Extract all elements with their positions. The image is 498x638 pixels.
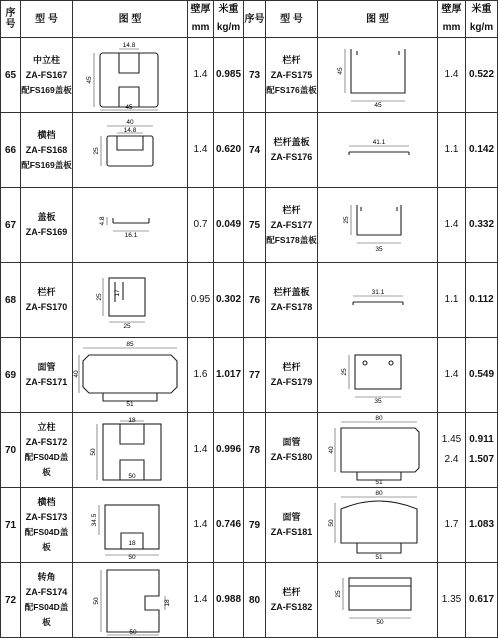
weight-per-meter-cell <box>466 38 498 113</box>
dimension-label: 18 <box>128 540 136 547</box>
dimension-label: 25 <box>123 323 131 330</box>
weight-per-meter-cell <box>466 413 498 488</box>
profile-code: ZA-FS172 <box>25 437 68 447</box>
profile-name: 盖板 <box>37 212 56 222</box>
weight-per-meter-value: 0.522 <box>468 69 495 80</box>
dimension-label: 18 <box>164 599 171 607</box>
table-row <box>1 488 498 563</box>
profile-code: ZA-FS181 <box>270 527 313 537</box>
model-cell <box>266 413 318 488</box>
figure-cell <box>73 188 188 263</box>
weight-per-meter-value: 0.996 <box>215 444 242 455</box>
weight-per-meter-cell <box>466 263 498 338</box>
weight-per-meter-cell <box>214 113 244 188</box>
seq-number: 66 <box>1 113 21 188</box>
profile-drawing <box>321 114 435 186</box>
model-cell <box>21 263 73 338</box>
wall-thickness-value: 1.6 <box>193 369 208 380</box>
seq-number: 79 <box>244 488 266 563</box>
dimension-label: 51 <box>374 479 383 486</box>
wall-thickness-value: 1.1 <box>444 294 459 305</box>
weight-per-meter-value: 0.911 <box>469 434 494 445</box>
seq-number: 70 <box>1 413 21 488</box>
model-cell <box>266 488 318 563</box>
dimension-label: 51 <box>374 554 383 561</box>
wall-thickness-cell <box>188 563 214 638</box>
profile-code: ZA-FS178 <box>270 302 313 312</box>
weight-per-meter-value: 0.049 <box>215 219 242 230</box>
profile-name: 横档 <box>37 497 56 507</box>
profile-drawing <box>75 564 185 636</box>
cover-note: 配FS169盖板 <box>21 159 72 170</box>
figure-cell <box>318 113 438 188</box>
weight-per-meter-value: 1.083 <box>468 519 495 530</box>
dimension-label: 45 <box>125 104 133 111</box>
profile-drawing <box>75 489 185 561</box>
weight-per-meter-cell <box>214 488 244 563</box>
figure-cell <box>318 338 438 413</box>
cover-note: 配FS176盖板 <box>266 84 317 95</box>
wall-thickness-value: 1.4 <box>193 69 208 80</box>
dimension-label: 16.1 <box>124 232 138 239</box>
profile-drawing <box>75 114 185 186</box>
weight-per-meter-cell <box>214 188 244 263</box>
wall-thickness-cell <box>438 263 466 338</box>
model-cell <box>266 113 318 188</box>
wall-thickness-cell <box>438 113 466 188</box>
weight-per-meter-cell <box>466 563 498 638</box>
dimension-label: 85 <box>126 341 134 348</box>
dimension-label: 80 <box>374 415 383 422</box>
wall-thickness-value: 1.4 <box>444 219 459 230</box>
wall-thickness-value: 1.4 <box>193 444 208 455</box>
weight-per-meter-value: 0.142 <box>468 144 495 155</box>
seq-number: 78 <box>244 413 266 488</box>
weight-per-meter-cell <box>214 413 244 488</box>
header-seq: 序号 <box>244 1 266 38</box>
model-cell <box>266 338 318 413</box>
profile-drawing <box>75 264 185 336</box>
model-cell <box>21 113 73 188</box>
dimension-label: 50 <box>375 619 384 626</box>
weight-per-meter-value: 0.332 <box>468 219 495 230</box>
seq-number: 68 <box>1 263 21 338</box>
figure-cell <box>318 488 438 563</box>
wall-thickness-cell <box>188 188 214 263</box>
profile-code: ZA-FS169 <box>25 227 68 237</box>
wall-thickness-value: 0.95 <box>190 294 211 305</box>
wall-thickness-value: 1.4 <box>193 519 208 530</box>
model-cell <box>21 188 73 263</box>
dimension-label: 25 <box>334 590 342 598</box>
model-cell <box>266 188 318 263</box>
dimension-label: 51 <box>126 401 134 408</box>
weight-per-meter-value: 0.988 <box>215 594 242 605</box>
profile-name: 栏杆 <box>282 54 301 65</box>
wall-thickness-cell <box>438 38 466 113</box>
figure-cell <box>73 413 188 488</box>
profile-drawing <box>75 189 185 261</box>
model-cell <box>21 338 73 413</box>
table-row <box>1 338 498 413</box>
profile-drawing <box>321 339 435 411</box>
dimension-label: 50 <box>128 473 136 480</box>
model-cell <box>266 263 318 338</box>
dimension-label: 41.1 <box>372 139 385 146</box>
profile-code: ZA-FS170 <box>25 302 68 312</box>
profile-name: 转角 <box>37 572 56 582</box>
weight-per-meter-cell <box>214 263 244 338</box>
dimension-label: 14.8 <box>122 42 136 49</box>
figure-cell <box>73 488 188 563</box>
figure-cell <box>73 563 188 638</box>
wall-thickness-value: 0.7 <box>193 219 208 230</box>
table-row <box>1 113 498 188</box>
profile-name: 面管 <box>282 512 301 522</box>
table-row <box>1 263 498 338</box>
profile-code: ZA-FS182 <box>270 602 313 612</box>
profile-drawing <box>321 414 435 486</box>
wall-thickness-cell <box>188 338 214 413</box>
dimension-label: 45 <box>86 76 93 84</box>
profile-code: ZA-FS175 <box>270 69 313 80</box>
wall-thickness-cell <box>438 563 466 638</box>
dimension-label: 50 <box>327 519 335 527</box>
dimension-label: 17 <box>114 289 121 297</box>
seq-number: 77 <box>244 338 266 413</box>
model-cell <box>21 563 73 638</box>
seq-number: 76 <box>244 263 266 338</box>
wall-thickness-value: 1.1 <box>444 144 459 155</box>
weight-per-meter-value: 0.302 <box>215 294 242 305</box>
dimension-label: 45 <box>373 102 382 109</box>
profile-code: ZA-FS174 <box>25 587 68 597</box>
dimension-label: 14.8 <box>123 127 137 134</box>
dimension-label: 50 <box>128 554 136 561</box>
profile-name: 栏杆 <box>282 587 301 597</box>
table-row <box>1 413 498 488</box>
model-cell <box>21 38 73 113</box>
weight-per-meter-cell <box>466 188 498 263</box>
cover-note: 配FS04D盖板 <box>24 452 69 477</box>
profile-drawing <box>75 339 185 411</box>
model-cell <box>266 38 318 113</box>
cover-note: 配FS04D盖板 <box>24 527 69 552</box>
figure-cell <box>318 188 438 263</box>
profile-name: 栏杆盖板 <box>273 287 310 297</box>
cover-note: 配FS178盖板 <box>266 234 317 245</box>
weight-per-meter-value: 0.985 <box>215 69 242 80</box>
profile-drawing <box>75 39 185 111</box>
figure-cell <box>73 263 188 338</box>
dimension-label: 50 <box>129 629 137 636</box>
model-cell <box>266 563 318 638</box>
weight-per-meter-cell <box>214 563 244 638</box>
dimension-label: 40 <box>327 446 335 454</box>
seq-number: 71 <box>1 488 21 563</box>
dimension-label: 40 <box>73 370 80 378</box>
dimension-label: 45 <box>336 67 344 75</box>
weight-per-meter-cell <box>214 38 244 113</box>
weight-per-meter-value: 1.507 <box>468 454 495 465</box>
seq-number: 72 <box>1 563 21 638</box>
dimension-label: 31.1 <box>371 289 384 296</box>
weight-per-meter-value: 0.617 <box>468 594 495 605</box>
profile-name: 面管 <box>282 437 301 447</box>
dimension-label: 25 <box>96 293 103 301</box>
seq-number: 69 <box>1 338 21 413</box>
dimension-label: 34.5 <box>91 513 98 527</box>
weight-per-meter-cell <box>466 113 498 188</box>
dimension-label: 50 <box>93 597 100 605</box>
wall-thickness-cell <box>188 413 214 488</box>
weight-per-meter-value: 0.112 <box>469 294 494 305</box>
profile-name: 立柱 <box>37 422 56 432</box>
profile-name: 栏杆盖板 <box>273 137 310 147</box>
header-model: 型 号 <box>266 1 318 38</box>
wall-thickness-value: 2.4 <box>444 454 459 465</box>
dimension-label: 25 <box>340 368 348 376</box>
seq-number: 65 <box>1 38 21 113</box>
wall-thickness-cell <box>188 38 214 113</box>
wall-thickness-cell <box>438 338 466 413</box>
profile-name: 中立柱 <box>32 54 60 65</box>
seq-number: 74 <box>244 113 266 188</box>
profile-code: ZA-FS180 <box>270 452 313 462</box>
weight-per-meter-cell <box>466 338 498 413</box>
weight-per-meter-value: 0.549 <box>468 369 495 380</box>
profile-drawing <box>321 264 435 336</box>
weight-per-meter-value: 0.620 <box>215 144 242 155</box>
weight-per-meter-cell <box>214 338 244 413</box>
dimension-label: 35 <box>374 246 383 253</box>
dimension-label: 35 <box>373 398 382 405</box>
wall-thickness-cell <box>438 188 466 263</box>
profile-drawing <box>321 189 435 261</box>
profile-code: ZA-FS171 <box>25 377 68 387</box>
table-row <box>1 563 498 638</box>
cover-note: 配FS04D盖板 <box>24 602 69 627</box>
header-figure: 图 型 <box>318 1 438 38</box>
header-seq: 序号 <box>1 1 21 38</box>
figure-cell <box>73 113 188 188</box>
profile-drawing <box>321 489 435 561</box>
seq-number: 73 <box>244 38 266 113</box>
wall-thickness-value: 1.4 <box>444 69 459 80</box>
model-cell <box>21 488 73 563</box>
weight-per-meter-value: 0.746 <box>215 519 242 530</box>
dimension-label: 80 <box>374 490 383 497</box>
header-row <box>1 1 498 38</box>
profile-name: 栏杆 <box>282 362 301 372</box>
figure-cell <box>318 413 438 488</box>
wall-thickness-cell <box>188 488 214 563</box>
profile-drawing <box>321 39 435 111</box>
profile-code: ZA-FS167 <box>25 69 68 80</box>
profile-name: 横档 <box>37 129 56 140</box>
dimension-label: 25 <box>93 147 100 155</box>
wall-thickness-cell <box>188 263 214 338</box>
table-row <box>1 38 498 113</box>
seq-number: 75 <box>244 188 266 263</box>
profile-name: 栏杆 <box>282 204 301 215</box>
dimension-label: 4.8 <box>99 216 106 226</box>
figure-cell <box>318 38 438 113</box>
dimension-label: 50 <box>90 448 97 456</box>
figure-cell <box>73 338 188 413</box>
seq-number: 80 <box>244 563 266 638</box>
profile-name: 面管 <box>37 362 56 372</box>
dimension-label: 25 <box>342 216 350 224</box>
profile-code: ZA-FS168 <box>25 144 68 155</box>
profile-drawing <box>321 564 435 636</box>
wall-thickness-value: 1.4 <box>444 369 459 380</box>
header-weight: 米重 kg/m <box>466 1 498 38</box>
header-figure: 图 型 <box>73 1 188 38</box>
profile-code: ZA-FS173 <box>25 512 68 522</box>
seq-number: 67 <box>1 188 21 263</box>
figure-cell <box>318 563 438 638</box>
wall-thickness-value: 1.35 <box>441 594 462 605</box>
wall-thickness-value: 1.7 <box>444 519 459 530</box>
header-model: 型 号 <box>21 1 73 38</box>
header-wall: 壁厚 mm <box>188 1 214 38</box>
profile-name: 栏杆 <box>37 287 56 297</box>
weight-per-meter-value: 1.017 <box>215 369 242 380</box>
model-cell <box>21 413 73 488</box>
wall-thickness-cell <box>438 413 466 488</box>
cover-note: 配FS169盖板 <box>21 84 72 95</box>
profile-drawing <box>75 414 185 486</box>
wall-thickness-value: 1.4 <box>193 594 208 605</box>
profile-code: ZA-FS177 <box>270 219 313 230</box>
dimension-label: 18 <box>128 417 136 424</box>
wall-thickness-cell <box>438 488 466 563</box>
wall-thickness-value: 1.45 <box>441 434 462 445</box>
header-weight: 米重 kg/m <box>214 1 244 38</box>
wall-thickness-cell <box>188 113 214 188</box>
figure-cell <box>73 38 188 113</box>
table-row <box>1 188 498 263</box>
weight-per-meter-cell <box>466 488 498 563</box>
dimension-label: 40 <box>126 119 134 126</box>
figure-cell <box>318 263 438 338</box>
profile-code: ZA-FS176 <box>270 152 313 162</box>
header-wall: 壁厚 mm <box>438 1 466 38</box>
profile-code: ZA-FS179 <box>270 377 313 387</box>
wall-thickness-value: 1.4 <box>193 144 208 155</box>
